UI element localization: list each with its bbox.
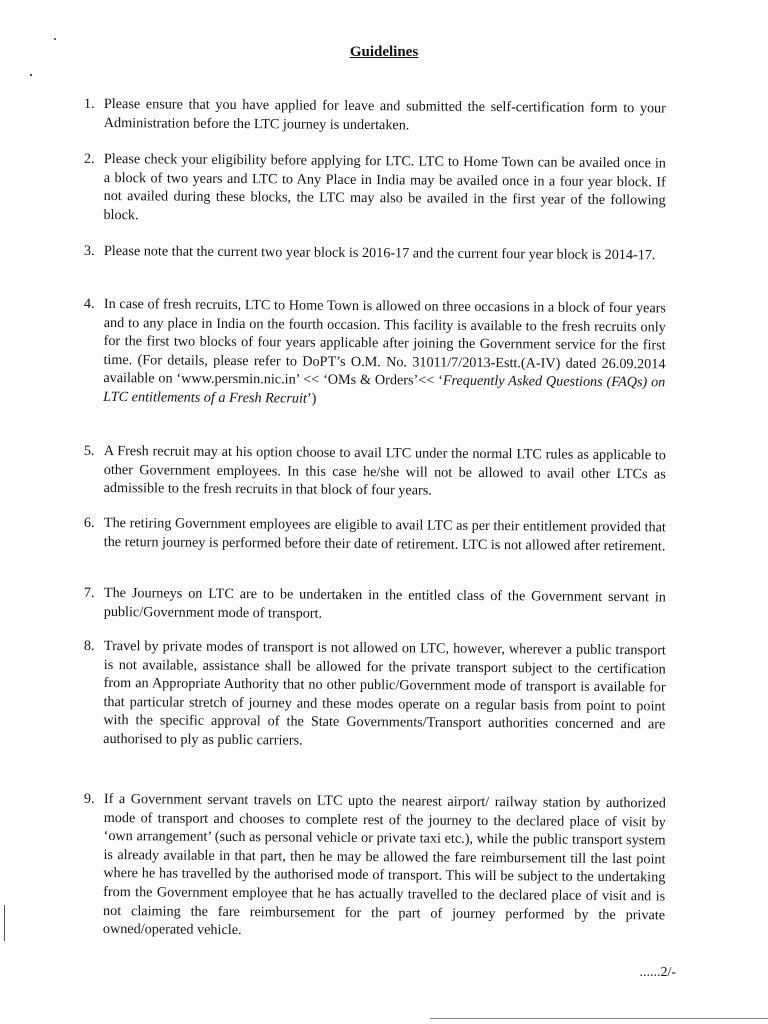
scan-speck	[54, 38, 56, 40]
item-number: 9.	[83, 790, 95, 807]
guideline-item	[83, 295, 666, 411]
item-text: A Fresh recruit may at his option choose to avail LTC under the normal LTC rules as applicable to other Government employees. In this case he/she will not be allowed to avail other LTCs as admissible to the fresh recruits in that block of four years.	[103, 442, 666, 499]
page-title: Guidelines	[349, 44, 419, 60]
guideline-item	[83, 442, 666, 502]
guideline-item	[83, 790, 666, 943]
guideline-item	[83, 95, 666, 137]
item-text: Please check your eligibility before applying for LTC. LTC to Home Town can be availed once in a block of two years and LTC to Any Place in India may be availed once in a four year block. If not availed during these blocks, the LTC may also be availed in the first year of the following block.	[103, 150, 666, 224]
item-number: 8.	[83, 637, 95, 654]
item-number: 1.	[83, 95, 95, 112]
item-text: If a Government servant travels on LTC upto the nearest airport/ railway station by authorized mode of transport and chooses to complete rest of the journey to the declared place of visit by ‘own arrangement’ (such as personal vehicle or private taxi etc.), while the public transport system is already available in that part, then he may be allowed the fare reimbursement till the last point where he has travelled by the authorised mode of transport. This will be subject to the undertaking from the Government employee that he has actually travelled to the declared place of visit and is not claiming the fare reimbursement for the part of journey performed by the private owned/operated vehicle.	[102, 790, 666, 939]
item-text-tail: ’)	[306, 390, 317, 407]
item-number: 2.	[83, 150, 95, 167]
item-number: 6.	[83, 514, 95, 531]
faq-reference: Frequently Asked Questions (FAQs) on LTC entitlements of a Fresh Recruit	[103, 373, 666, 407]
guideline-item	[83, 637, 666, 753]
item-text: Travel by private modes of transport is not allowed on LTC, however, wherever a public transport is not available, assistance shall be allowed for the private transport subject to the certification from an Appropriate Authority that no other public/Government mode of transport is available for that particular stretch of journey and these modes operate on a regular basis from point to point with the specific approval of the State Governments/Transport authorities concerned and are authorised to ply as public carriers.	[103, 637, 666, 749]
item-number: 5.	[83, 442, 95, 459]
guideline-item	[83, 242, 666, 265]
item-number: 3.	[83, 242, 95, 259]
item-number: 4.	[83, 295, 95, 312]
item-number: 7.	[83, 584, 95, 601]
item-text: The retiring Government employees are eligible to avail LTC as per their entitlement provided that the return journey is performed before their date of retirement. LTC is not allowed after retirement.	[103, 514, 666, 555]
guideline-item	[83, 514, 666, 556]
page-continuation: ......2/-	[639, 965, 676, 980]
item-text: In case of fresh recruits, LTC to Home Town is allowed on three occasions in a block of four years and to any place in India on the fourth occasion. This facility is available to the fresh recruits only for the first two blocks of four years applicable after joining the Government service for the first time. (For details, please refer to DoPT’s O.M. No. 31011/7/2013-Estt.(A-IV) dated 26.09.2014 available on ‘www.persmin.nic.in’ << ‘OMs & Orders’<< ‘	[103, 295, 666, 390]
item-text: The Journeys on LTC are to be undertaken in the entitled class of the Government servant in public/Government mode of transport.	[103, 584, 666, 622]
item-text: Please ensure that you have applied for leave and submitted the self-certification form to your Administration before the LTC journey is undertaken.	[103, 95, 666, 133]
guideline-item	[83, 150, 666, 229]
scan-edge-mark	[4, 905, 5, 941]
guideline-item	[83, 584, 666, 626]
scan-speck	[30, 74, 32, 76]
item-text: Please note that the current two year block is 2016-17 and the current four year block is 2014-17.	[103, 242, 656, 264]
scan-bottom-rule	[430, 1018, 768, 1019]
